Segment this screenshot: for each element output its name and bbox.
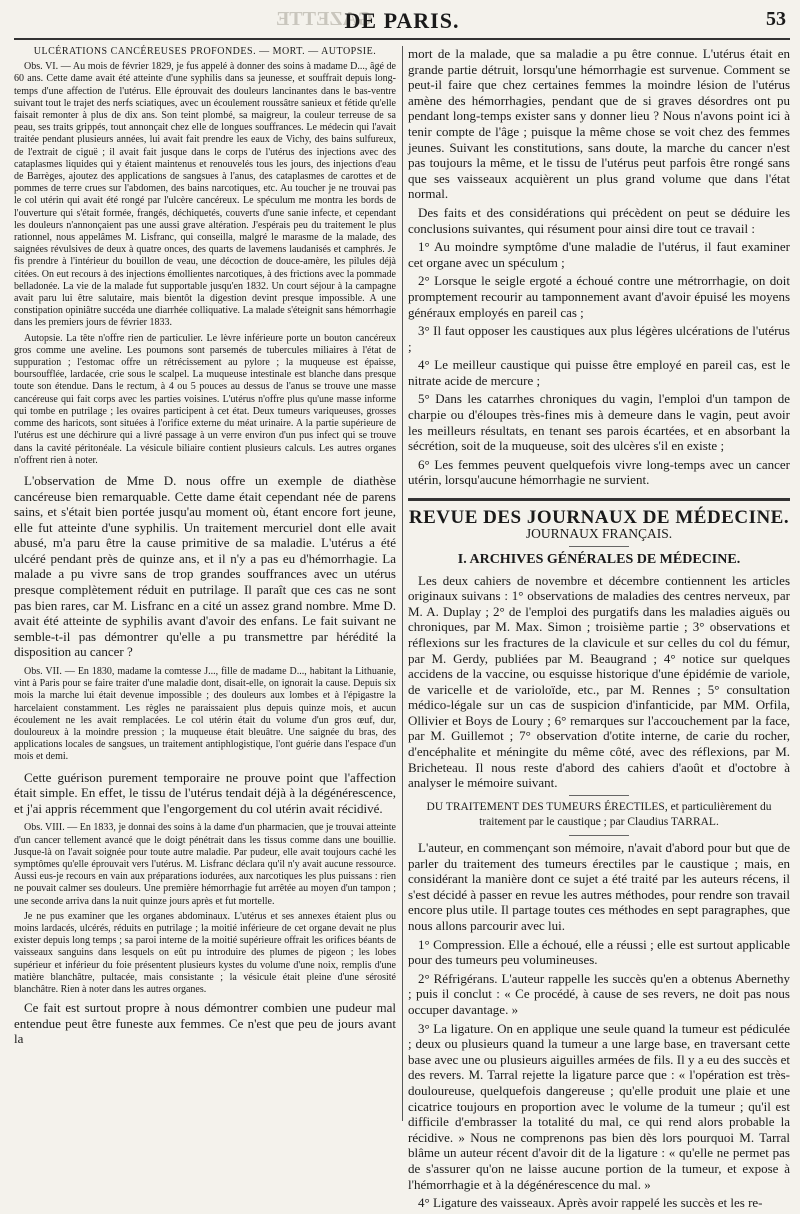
left-column	[14, 46, 396, 1050]
commentary-1: L'observation de Mme D. nous offre un exemple de diathèse cancéreuse bien remarquable. Cette dame était cependant née de parens sains, et s'était bien portée jusqu'au moment où, étant encore fort jeune, elle fut atteinte d'une syphilis. Un traitement mercuriel dont elle avait abusé, m'a paru être la cause primitive de sa maladie. L'utérus a été ulcéré pendant près de quinze ans, et il n'y a pas eu d'hémorrhagie. La malade a pu vivre sans de trop grandes souffrances avec un utérus presque complètement réduit en putrilage. Il paraît que ces cas ne sont pas bien rares, car M. Lisfranc en a cité un assez grand nombre. Mme D. avait été atteinte de syphilis avant d'avoir des enfans. Le fait suivant ne semble-t-il pas démontrer qu'elle a pu transmettre par hérédité la disposition au cancer ?	[14, 472, 396, 660]
observation-7: Obs. VII. — En 1830, madame la comtesse J..., fille de madame D..., habitant la Lithuanie, vint à Paris pour se faire traiter d'une maladie dont, disait-elle, on ignorait la cause. Depuis six mois la marche lui était devenue impossible ; des douleurs aux lombes et à l'épigastre la harcelaient constamment. Les règles ne paraissaient plus depuis quinze mois, et aucun écoulement ne les avait remplacées. Le col utérin était du volume d'un gros œuf, dur, douloureux à la moindre pression ; la muqueuse était bleuâtre. Une saignée du bras, des applications locales de sangsues, un traitement antiphlogistique, l'ont guérie dans l'espace d'un mois et demi.	[14, 666, 396, 763]
revue-heading: REVUE DES JOURNAUX DE MÉDECINE.	[408, 507, 790, 529]
archives-heading: I. ARCHIVES GÉNÉRALES DE MÉDECINE.	[457, 552, 741, 568]
archives-paragraph: Les deux cahiers de novembre et décembre contiennent les articles originaux suivans : 1° observations de maladies des centres nerveux, par M. A. Duplay ; 2° de l'emploi des purgatifs dans les maladies aiguës ou chroniques, par M. Max. Simon ; troisième partie ; 3° observations et réflexions sur les fractures de la clavicule et sur celles du col du fémur, par M. Gerdy, publiées par M. Beaugrand ; 4° notice sur quelques accidens de la vaccine, ou esquisse historique d'une épidémie de variole, de varicelle et de varioloïde, etc., par M. Rennes ; 5° consultation médico-légale sur un cas de suspicion d'infanticide, par MM. Orfila, Ollivier et Boys de Loury ; 6° remarques sur l'accouchement par la face, par M. Guillemot ; 7° observation d'otite interne, de carie du rocher, d'encéphalite et méningite du même côté, avec des réflexions, par M. Bricheteau. Il nous reste d'abord des cahiers d'août et d'octobre à analyser le mémoire suivant.	[408, 572, 790, 791]
conclusion-1: 1° Au moindre symptôme d'une maladie de l'utérus, il faut examiner cet organe avec un spéculum ;	[408, 239, 790, 270]
short-rule-3	[569, 835, 629, 836]
newspaper-page	[14, 0, 790, 1211]
bleed-through-text: GAZETTE	[276, 8, 373, 30]
section-title: ULCÉRATIONS CANCÉREUSES PROFONDES. — MORT. — AUTOPSIE.	[33, 46, 377, 57]
tarral-paragraph-1: L'auteur, en commençant son mémoire, n'avait d'abord pour but que de parler du traitement des tumeurs érectiles par le caustique ; mais, en considérant la manière dont ce sujet a été traité par les auteurs récens, il s'est décidé à passer en revue les autres méthodes, pour rendre son travail encore plus utile. Il partage toutes ces méthodes en sept paragraphes, que nous allons parcourir avec lui.	[408, 840, 790, 933]
conclusions-intro: Des faits et des considérations qui précèdent on peut se déduire les conclusions suivantes, qui résument pour ainsi dire tout ce travail :	[408, 204, 790, 236]
continuation-paragraph: mort de la malade, que sa maladie a pu être connue. L'utérus était en grande partie détruit, lorsqu'une hémorrhagie est survenue. Comment se peut-il faire que chez certaines femmes la moindre lésion de l'utérus amène des hémorrhagies, pendant que de si graves désordres ont pu pendant long-temps exister sans y donner lieu ? Nous n'avons point ici à tenir compte de l'âge ; puisque la même chose se voit chez des femmes jeunes. Suivant les constitutions, sans doute, la marche du cancer n'est pas toujours la même, et le tissu de l'utérus peut parfois être rongé sans que ses vaisseaux acquièrent un plus grand volume que dans l'état normal.	[408, 46, 790, 202]
header-rule	[14, 38, 790, 40]
commentary-3: Ce fait est surtout propre à nous démontrer combien une pudeur mal entendue peut être funeste aux femmes. Ce n'est que peu de jours avant la	[14, 1000, 396, 1047]
observation-8: Obs. VIII. — En 1833, je donnai des soins à la dame d'un pharmacien, que je trouvai atteinte d'un cancer tellement avancé que le doigt pénétrait dans les tissus comme dans une bouillie. Jusque-là on l'avait soignée pour toute autre maladie. Par pudeur, elle avait toujours caché les symptômes qu'elle éprouvait vers l'utérus. M. Lisfranc déclara qu'il n'y avait aucune ressource. Aussi eus-je recours en vain aux préparations iodurées, aux narcotiques les plus puissans : rien ne pouvait calmer ses douleurs. Une première hémorrhagie fut arrêtée au moyen d'un tampon ; une seconde arriva dans la nuit quinze jours après et fut mortelle.	[14, 822, 396, 907]
commentary-2: Cette guérison purement temporaire ne prouve point que l'affection était simple. En effet, le tissu de l'utérus tendait déjà à la dégénérescence, et j'ai appris récemment que l'engorgement du col utérin avait récidivé.	[14, 769, 396, 816]
tarral-paragraph-3: 2° Réfrigérans. L'auteur rappelle les succès qu'en a obtenus Abernethy ; puis il conclut : « Ce procédé, à cause de ses revers, ne doit pas nous occuper davantage. »	[408, 970, 790, 1017]
conclusion-4: 4° Le meilleur caustique qui puisse être employé en pareil cas, est le nitrate acide de mercure ;	[408, 357, 790, 388]
short-rule	[569, 546, 629, 547]
short-rule-2	[569, 795, 629, 796]
page-title: DE PARIS.	[344, 8, 460, 33]
journaux-heading: JOURNAUX FRANÇAIS.	[525, 525, 673, 541]
tarral-paragraph-4: 3° La ligature. On en applique une seule quand la tumeur est pédiculée ; deux ou plusieurs quand la tumeur a une large base, en traversant cette base avec une ou plusieurs aiguilles armées de fils. Il y a eu des succès et des revers. M. Tarral rejette la ligature parce que : « l'opération est très-douloureuse, quelquefois dangereuse ; qu'elle produit une plaie et une cicatrice toujours en proportion avec le volume de la tumeur ; qu'il est difficile d'embrasser la totalité du mal, ce qui rend alors probable la récidive. » Nous ne comprenons pas bien dès lors pourquoi M. Tarral blâme un auteur récent d'avoir dit de la ligature : « qu'elle ne permet pas de s'assurer qu'on ne laisse aucune portion de la tumeur, et expose à l'hémorrhagie et à la dégénérescence du mal. »	[408, 1020, 790, 1192]
section-rule	[408, 498, 790, 501]
observation-8-autopsy: Je ne pus examiner que les organes abdominaux. L'utérus et ses annexes étaient plus ou moins lardacés, ulcérés, réduits en putrilage ; la moitié inférieure de cet organe devait ne plus exister depuis long temps ; sa paroi interne de la moitié supérieure offrait les orifices béants de vaisseaux sanguins dans lesquels on eût pu introduire des plumes de pigeon ; les lobes supérieur et inférieur du foie présentent plusieurs kystes du volume d'une noix, remplis d'une matière blanchâtre, pultacée, mais consistante ; la vésicule était pleine d'une sérosité blanchâtre. Rien à noter dans les autres organes.	[14, 910, 396, 996]
observation-6: Obs. VI. — Au mois de février 1829, je fus appelé à donner des soins à madame D..., âgé de 60 ans. Cette dame avait été atteinte d'une syphilis dans sa jeunesse, et souffrait depuis long-temps d'une affection de l'utérus. Elle éprouvait des douleurs lancinantes dans le bas-ventre suivant tout le trajet des nerfs sciatiques, avec un écoulement roussâtre sanieux et fétide qu'elle faisait remonter à plus de dix ans. Son teint plombé, sa maigreur, la couleur terreuse de sa peau, ses traits grippés, tout annonçait chez elle de longues souffrances. Le médecin qui l'avait traitée pendant plusieurs années, lui avait fait prendre les eaux de Vichy, des bains sulfureux, de l'extrait de ciguë ; il avait fait jusque dans le corps de l'utérus des injections avec des cataplasmes liquides qui y étaient maintenus et renouvelés tous les jours, des injections d'eau de Barrèges, ajoutez des applications de sangsues à l'anus, des cataplasmes de carottes et de pommes de terre crues sur l'abdomen, des bains narcotiques, etc. Au toucher je ne trouvai pas le col utérin qui avait été rongé par l'ulcère cancéreux. Le spéculum me montra les bords de l'ouverture qui s'était formée, frangés, déchiquetés, couverts d'une sanie infecte, et cependant les douleurs n'annonçaient pas une aussi grave altération. J'espérais peu du traitement le plus rationnel, nous appelâmes M. Lisfranc, qui conseilla, malgré le marasme de la malade, des saignées révulsives de deux à quatre onces, des quarts de lavemens laudanisés et camphrés. Je fis prendre à l'intérieur du bouillon de veau, une décoction de douce-amère, les pilules déjà citées. On eut recours à des injections émollientes narcotiques, à des frictions avec la pommade belladonée. La vie de la malade fut supportable jusqu'en 1832. Un court séjour à la campagne avait paru lui être salutaire, mais bientôt la digestion devint presque impossible. A une constipation opiniâtre succéda une diarrhée colliquative. La malade s'éteignit sans hémorrhagie dans les premiers jours de février 1833.	[14, 61, 396, 329]
conclusion-3: 3° Il faut opposer les caustiques aux plus légères ulcérations de l'utérus ;	[408, 323, 790, 354]
tarral-title: DU TRAITEMENT DES TUMEURS ÉRECTILES, et particulièrement du traitement par le caustique ; par Claudius TARRAL.	[426, 800, 772, 829]
conclusion-5: 5° Dans les catarrhes chroniques du vagin, l'emploi d'un tampon de charpie ou d'éloupes très-fines mis à demeure dans le vagin, peut avoir les meilleurs résultats, en tenant ses parois écartées, et en absorbant la sécrétion, soit de la muqueuse, soit des ulcères s'il en existe ;	[408, 391, 790, 454]
autopsy-paragraph: Autopsie. La tête n'offre rien de particulier. Le lèvre inférieure porte un bouton cancéreux gros comme une aveline. Les poumons sont parsemés de tubercules miliaires à l'état de suppuration ; l'estomac offre un rétrécissement au pylore ; la muqueuse est épaisse, boursoufflée, lardacée, crie sous le scalpel. La muqueuse intestinale est blanche dans presque toute son étendue. Dans le rectum, à 4 ou 5 pouces au dessus de l'anus se trouve une masse cancéreuse qui fait corps avec les parties voisines. L'utérus n'offre plus qu'une masse informe qui tombe en putrilage ; les ovaires participent à cet état. Deux tumeurs variqueuses, grosses comme des haricots, sont situées à l'orifice externe du méat urinaire. A la partie supérieure de l'utérus est une déchirure qui a livré passage à un verre environ d'un pus infect qui se trouve dans la cavité péritonéale. La vésicule biliaire contient plusieurs calculs. Les autres organes n'offrent rien à noter.	[14, 332, 396, 466]
page-header	[14, 6, 790, 36]
column-divider	[402, 46, 403, 1121]
conclusion-6: 6° Les femmes peuvent quelquefois vivre long-temps avec un cancer utérin, lorsqu'aucune hémorrhagie ne survient.	[408, 456, 790, 488]
right-column	[408, 46, 790, 1214]
tarral-paragraph-5: 4° Ligature des vaisseaux. Après avoir rappelé les succès et les re-	[418, 1195, 763, 1211]
conclusion-2: 2° Lorsque le seigle ergoté a échoué contre une métrorrhagie, on doit promptement recourir au tamponnement avant d'avoir épuisé les moyens généraux employés en pareil cas ;	[408, 273, 790, 320]
page-number: 53	[766, 8, 786, 30]
tarral-paragraph-2: 1° Compression. Elle a échoué, elle a réussi ; elle est surtout applicable pour des tumeurs peu volumineuses.	[408, 936, 790, 968]
